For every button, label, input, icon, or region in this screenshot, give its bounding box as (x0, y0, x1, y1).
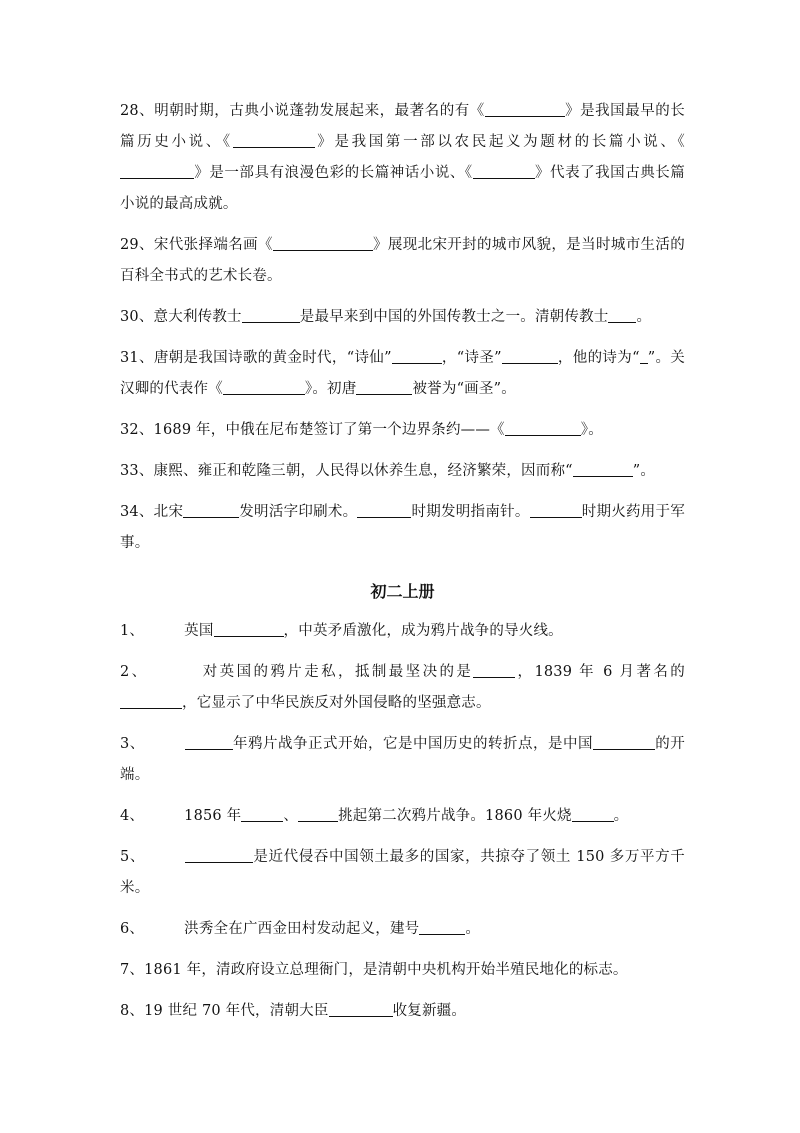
question-text: 8、19 世纪 70 年代，清朝大臣 (120, 1003, 329, 1019)
question-text: 7、1861 年，清政府设立总理衙门，是清朝中央机构开始半殖民地化的标志。 (120, 962, 628, 978)
answer-blank[interactable] (473, 161, 535, 179)
question-b3 (120, 729, 685, 791)
question-text: 洪秀全在广西金田村发动起义，建号 (184, 921, 420, 937)
question-28 (120, 96, 685, 220)
question-text: 》。初唐 (304, 381, 357, 397)
question-text: 是近代侵吞中国领土最多的国家，共掠夺了领土 150 多万平方千米。 (120, 849, 685, 896)
question-text: ，他的诗为“ (557, 350, 640, 366)
question-text: 是最早来到中国的外国传教士之一。清朝传教士 (299, 309, 609, 325)
question-text: 时期火药用于军事。 (120, 504, 685, 551)
question-b6 (120, 914, 685, 945)
answer-blank[interactable] (572, 804, 614, 822)
question-31 (120, 343, 685, 405)
question-b1 (120, 616, 685, 647)
answer-blank[interactable] (485, 99, 565, 117)
question-32 (120, 415, 685, 446)
question-number: 5、 (120, 849, 145, 865)
question-text: 的开端。 (120, 736, 685, 783)
answer-blank[interactable] (593, 732, 655, 750)
answer-blank[interactable] (608, 305, 636, 323)
answer-blank[interactable] (223, 377, 305, 395)
question-text: 29、宋代张择端名画《 (120, 237, 273, 253)
question-text: 收复新疆。 (392, 1003, 467, 1019)
answer-blank[interactable] (120, 691, 182, 709)
answer-blank[interactable] (298, 804, 338, 822)
question-text: 被誉为“画圣”。 (412, 381, 516, 397)
question-b4 (120, 801, 685, 832)
answer-blank[interactable] (392, 346, 442, 364)
question-text: 》是我国最早的长篇历史小说、《 (120, 103, 685, 150)
answer-blank[interactable] (183, 500, 239, 518)
answer-blank[interactable] (120, 161, 194, 179)
question-text: 时期发明指南针。 (411, 504, 530, 520)
answer-blank[interactable] (419, 917, 465, 935)
answer-blank[interactable] (241, 804, 283, 822)
question-30 (120, 302, 685, 333)
question-text: 对英国的鸦片走私，抵制最坚决的是 (200, 664, 474, 680)
question-29 (120, 230, 685, 292)
question-number: 3、 (120, 736, 145, 752)
question-text: ，“诗圣” (441, 350, 502, 366)
worksheet-page (120, 96, 685, 1037)
question-text: 28、明朝时期，古典小说蓬勃发展起来，最著名的有《 (120, 103, 485, 119)
question-number: 4、 (120, 808, 145, 824)
answer-blank[interactable] (473, 660, 515, 678)
question-number: 6、 (120, 921, 145, 937)
question-text: ”。 (632, 463, 656, 479)
question-number: 2、 (120, 664, 149, 680)
answer-blank[interactable] (640, 346, 648, 364)
question-text: ，中英矛盾激化，成为鸦片战争的导火线。 (283, 623, 563, 639)
question-text: 。 (636, 309, 652, 325)
question-text: 挑起第二次鸦片战争。1860 年火烧 (338, 808, 572, 824)
question-number: 1、 (120, 623, 145, 639)
answer-blank[interactable] (273, 233, 373, 251)
answer-blank[interactable] (242, 305, 300, 323)
answer-blank[interactable] (502, 346, 558, 364)
question-b8 (120, 996, 685, 1027)
question-b5 (120, 842, 685, 904)
answer-blank[interactable] (356, 377, 412, 395)
question-text: 。 (465, 921, 481, 937)
question-text: 发明活字印刷术。 (239, 504, 358, 520)
answer-blank[interactable] (329, 999, 393, 1017)
question-text: ”。关汉卿的代表作《 (120, 350, 685, 397)
answer-blank[interactable] (505, 418, 581, 436)
question-text: 》。 (580, 422, 603, 438)
question-text: 、 (283, 808, 299, 824)
question-text: 。 (613, 808, 629, 824)
question-b7 (120, 955, 685, 986)
answer-blank[interactable] (214, 619, 284, 637)
answer-blank[interactable] (357, 500, 411, 518)
question-text: 30、意大利传教士 (120, 309, 242, 325)
question-text: ，它显示了中华民族反对外国侵略的坚强意志。 (182, 695, 491, 711)
question-text: 年鸦片战争正式开始，它是中国历史的转折点，是中国 (232, 736, 593, 752)
question-text: 》是我国第一部以农民起义为题材的长篇小说、《 (314, 134, 685, 150)
question-text: 》代表了我国古典长篇小说的最高成就。 (120, 165, 685, 212)
question-34 (120, 497, 685, 559)
question-text: 34、北宋 (120, 504, 184, 520)
section-title: 初二上册 (370, 582, 435, 601)
question-text: 英国 (184, 623, 214, 639)
answer-blank[interactable] (233, 130, 315, 148)
question-text: 33、康熙、雍正和乾隆三朝，人民得以休养生息，经济繁荣，因而称“ (120, 463, 573, 479)
question-text: 》是一部具有浪漫色彩的长篇神话小说、《 (194, 165, 473, 181)
question-text: ，1839 年 6 月著名的 (515, 664, 685, 680)
question-33 (120, 456, 685, 487)
question-b2 (120, 657, 685, 719)
question-text: 32、1689 年，中俄在尼布楚签订了第一个边界条约——《 (120, 422, 505, 438)
question-text: 31、唐朝是我国诗歌的黄金时代，“诗仙” (120, 350, 392, 366)
answer-blank[interactable] (573, 459, 633, 477)
answer-blank[interactable] (185, 845, 253, 863)
question-text: 》展现北宋开封的城市风貌，是当时城市生活的百科全书式的艺术长卷。 (120, 237, 685, 284)
answer-blank[interactable] (530, 500, 582, 518)
answer-blank[interactable] (185, 732, 233, 750)
question-text: 1856 年 (184, 808, 242, 824)
